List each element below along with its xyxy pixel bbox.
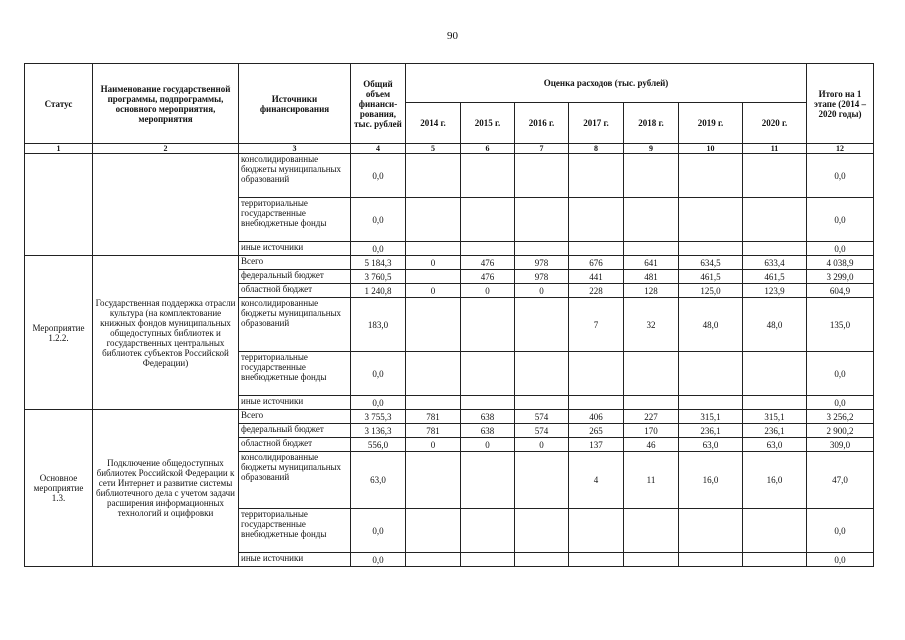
year-value-cell [515,198,569,242]
year-value-cell: 461,5 [743,270,807,284]
year-value-cell [569,352,624,396]
year-value-cell: 128 [624,284,679,298]
year-value-cell [461,396,515,410]
year-value-cell: 125,0 [679,284,743,298]
year-value-cell [624,154,679,198]
total-cell: 0,0 [351,154,406,198]
year-value-cell [515,352,569,396]
year-value-cell: 123,9 [743,284,807,298]
year-value-cell: 227 [624,410,679,424]
year-value-cell [624,509,679,553]
total-cell: 0,0 [351,553,406,567]
year-value-cell [743,352,807,396]
year-value-cell: 16,0 [743,452,807,509]
year-value-cell [461,352,515,396]
year-value-cell [406,198,461,242]
table-row [25,154,874,198]
year-value-cell: 48,0 [679,298,743,352]
year-value-cell [624,396,679,410]
stage-total-cell: 0,0 [807,509,874,553]
year-value-cell: 978 [515,256,569,270]
total-cell: 0,0 [351,198,406,242]
column-number: 7 [515,144,569,154]
program-name-cell: Государственная поддержка отрасли культура (на комплектование книжных фондов муниципальных общедоступных библиотек и государственных центральных библиотек субъектов Российской Федерации) [93,256,239,410]
year-value-cell: 481 [624,270,679,284]
column-number: 10 [679,144,743,154]
year-value-cell [461,198,515,242]
stage-total-cell: 3 299,0 [807,270,874,284]
year-value-cell: 315,1 [743,410,807,424]
year-value-cell: 7 [569,298,624,352]
year-value-cell: 236,1 [743,424,807,438]
year-value-cell: 441 [569,270,624,284]
year-value-cell: 634,5 [679,256,743,270]
year-value-cell [569,553,624,567]
stage-total-cell: 0,0 [807,242,874,256]
total-cell: 1 240,8 [351,284,406,298]
source-cell: иные источники [239,396,351,410]
source-cell: Всего [239,256,351,270]
year-value-cell [515,509,569,553]
year-value-cell: 978 [515,270,569,284]
column-number: 12 [807,144,874,154]
total-cell: 0,0 [351,352,406,396]
year-value-cell: 0 [406,438,461,452]
source-cell: территориальные государственные внебюджетные фонды [239,509,351,553]
year-value-cell: 638 [461,410,515,424]
header-year: 2020 г. [743,103,807,144]
year-value-cell: 0 [406,284,461,298]
year-value-cell [743,553,807,567]
year-value-cell [406,352,461,396]
source-cell: иные источники [239,242,351,256]
year-value-cell [624,553,679,567]
header-sources: Источники финансирования [239,64,351,144]
year-value-cell: 781 [406,410,461,424]
year-value-cell [406,242,461,256]
header-year: 2014 г. [406,103,461,144]
source-cell: консолидированные бюджеты муниципальных образований [239,452,351,509]
year-value-cell [515,298,569,352]
stage-total-cell: 3 256,2 [807,410,874,424]
year-value-cell: 641 [624,256,679,270]
column-number: 8 [569,144,624,154]
year-value-cell: 406 [569,410,624,424]
stage-total-cell: 47,0 [807,452,874,509]
program-name-cell: Подключение общедоступных библиотек Российской Федерации к сети Интернет и развитие системы библиотечного дела с учетом задачи расширения информационных технологий и оцифровки [93,410,239,567]
total-cell: 0,0 [351,242,406,256]
year-value-cell [569,396,624,410]
year-value-cell [624,352,679,396]
header-year: 2015 г. [461,103,515,144]
year-value-cell [461,154,515,198]
total-cell: 3 136,3 [351,424,406,438]
year-value-cell [515,154,569,198]
stage-total-cell: 0,0 [807,198,874,242]
year-value-cell [743,154,807,198]
header-status: Статус [25,64,93,144]
status-cell [25,154,93,256]
year-value-cell [624,198,679,242]
year-value-cell: 476 [461,256,515,270]
year-value-cell [743,509,807,553]
stage-total-cell: 0,0 [807,553,874,567]
year-value-cell [679,154,743,198]
year-value-cell: 676 [569,256,624,270]
total-cell: 3 760,5 [351,270,406,284]
year-value-cell [569,242,624,256]
source-cell: федеральный бюджет [239,270,351,284]
header-estimate: Оценка расходов (тыс. рублей) [406,64,807,103]
source-cell: федеральный бюджет [239,424,351,438]
year-value-cell [461,242,515,256]
year-value-cell: 461,5 [679,270,743,284]
year-value-cell [515,553,569,567]
header-stage-total: Итого на 1 этапе (2014 – 2020 годы) [807,64,874,144]
year-value-cell [461,509,515,553]
column-number-row [25,144,874,154]
year-value-cell [406,154,461,198]
total-cell: 0,0 [351,509,406,553]
total-cell: 0,0 [351,396,406,410]
year-value-cell: 46 [624,438,679,452]
header-year: 2017 г. [569,103,624,144]
budget-table [24,63,874,567]
total-cell: 5 184,3 [351,256,406,270]
year-value-cell: 0 [461,284,515,298]
stage-total-cell: 0,0 [807,154,874,198]
year-value-cell: 633,4 [743,256,807,270]
stage-total-cell: 4 038,9 [807,256,874,270]
year-value-cell [743,396,807,410]
source-cell: областной бюджет [239,284,351,298]
source-cell: консолидированные бюджеты муниципальных образований [239,154,351,198]
year-value-cell [515,242,569,256]
header-year: 2016 г. [515,103,569,144]
stage-total-cell: 0,0 [807,352,874,396]
year-value-cell [406,553,461,567]
year-value-cell: 781 [406,424,461,438]
year-value-cell: 11 [624,452,679,509]
year-value-cell: 137 [569,438,624,452]
source-cell: территориальные государственные внебюджетные фонды [239,198,351,242]
column-number: 1 [25,144,93,154]
year-value-cell: 0 [515,284,569,298]
status-cell: Мероприятие 1.2.2. [25,256,93,410]
year-value-cell [406,298,461,352]
page-number: 90 [447,30,458,42]
column-number: 3 [239,144,351,154]
stage-total-cell: 604,9 [807,284,874,298]
stage-total-cell: 135,0 [807,298,874,352]
year-value-cell: 315,1 [679,410,743,424]
status-cell: Основное мероприятие 1.3. [25,410,93,567]
source-cell: Всего [239,410,351,424]
year-value-cell: 236,1 [679,424,743,438]
year-value-cell: 476 [461,270,515,284]
stage-total-cell: 2 900,2 [807,424,874,438]
year-value-cell: 63,0 [743,438,807,452]
year-value-cell: 0 [406,256,461,270]
year-value-cell [461,452,515,509]
stage-total-cell: 309,0 [807,438,874,452]
source-cell: иные источники [239,553,351,567]
year-value-cell [679,352,743,396]
year-value-cell [461,553,515,567]
year-value-cell [515,396,569,410]
year-value-cell: 63,0 [679,438,743,452]
year-value-cell [406,509,461,553]
total-cell: 3 755,3 [351,410,406,424]
column-number: 11 [743,144,807,154]
source-cell: консолидированные бюджеты муниципальных образований [239,298,351,352]
year-value-cell: 170 [624,424,679,438]
year-value-cell: 0 [515,438,569,452]
year-value-cell [679,396,743,410]
source-cell: территориальные государственные внебюджетные фонды [239,352,351,396]
year-value-cell [679,553,743,567]
year-value-cell: 574 [515,410,569,424]
table-row [25,256,874,270]
year-value-cell: 265 [569,424,624,438]
year-value-cell: 574 [515,424,569,438]
year-value-cell [743,198,807,242]
year-value-cell: 638 [461,424,515,438]
total-cell: 556,0 [351,438,406,452]
column-number: 9 [624,144,679,154]
year-value-cell [406,270,461,284]
header-year: 2019 г. [679,103,743,144]
total-cell: 63,0 [351,452,406,509]
year-value-cell [406,396,461,410]
year-value-cell: 16,0 [679,452,743,509]
source-cell: областной бюджет [239,438,351,452]
stage-total-cell: 0,0 [807,396,874,410]
year-value-cell [679,242,743,256]
column-number: 6 [461,144,515,154]
header-total: Общий объем финанси-рования, тыс. рублей [351,64,406,144]
year-value-cell: 4 [569,452,624,509]
column-number: 2 [93,144,239,154]
year-value-cell [461,298,515,352]
year-value-cell [406,452,461,509]
year-value-cell [679,509,743,553]
year-value-cell [743,242,807,256]
year-value-cell [515,452,569,509]
year-value-cell [569,154,624,198]
year-value-cell [569,198,624,242]
total-cell: 183,0 [351,298,406,352]
year-value-cell: 32 [624,298,679,352]
year-value-cell: 0 [461,438,515,452]
column-number: 5 [406,144,461,154]
year-value-cell [624,242,679,256]
year-value-cell [679,198,743,242]
program-name-cell [93,154,239,256]
column-number: 4 [351,144,406,154]
year-value-cell: 48,0 [743,298,807,352]
header-program-name: Наименование государственной программы, подпрограммы, основного мероприятия, мероприятия [93,64,239,144]
header-year: 2018 г. [624,103,679,144]
year-value-cell: 228 [569,284,624,298]
year-value-cell [569,509,624,553]
table-row [25,410,874,424]
